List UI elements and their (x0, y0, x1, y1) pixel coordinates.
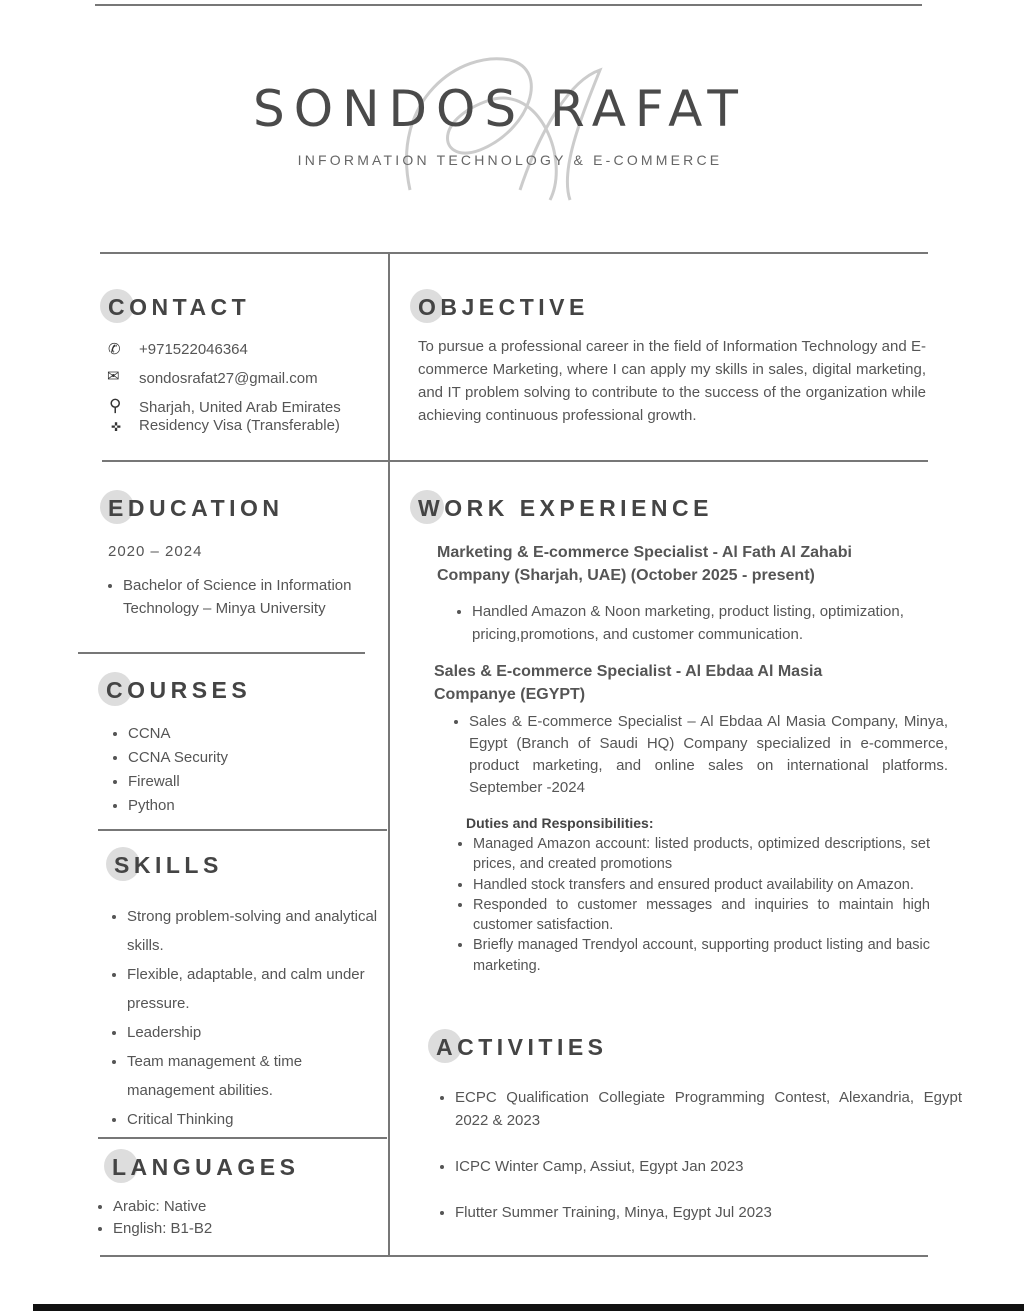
phone-icon: ✆ (108, 341, 121, 358)
top-rule (95, 4, 922, 6)
list-item: • ECPC Qualification Collegiate Programming Contest, Alexandria, Egypt 2022 & 2023 (455, 1086, 962, 1132)
contact-heading: CONTACT (108, 294, 251, 320)
list-item: • Flutter Summer Training, Minya, Egypt Jul 2023 (455, 1201, 962, 1224)
skills-list (109, 902, 379, 1134)
duties-heading: Duties and Responsibilities: (466, 815, 654, 831)
job1-title: Marketing & E-commerce Specialist - Al Fath Al Zahabi Company (Sharjah, UAE) (October 2025 - present) (437, 544, 852, 584)
job2-bullets: • Sales & E-commerce Specialist – Al Ebdaa Al Masia Company, Minya, Egypt (Branch of Saudi HQ) Company specialized in e-commerce, product marketing, and online sales on international platforms. September -2024 (451, 711, 948, 799)
activities-list (437, 1086, 962, 1224)
column-divider (388, 252, 390, 1256)
education-degree: • Bachelor of Science in Information Technology – Minya University (105, 574, 375, 620)
courses-heading: COURSES (106, 677, 252, 703)
divider (98, 1137, 387, 1139)
languages-list (100, 1196, 212, 1240)
list-item: • Firewall (128, 770, 228, 794)
job1-bullets: • Handled Amazon & Noon marketing, product listing, optimization, pricing,promotions, and customer communication. (454, 600, 934, 646)
list-item: • Strong problem-solving and analytical skills. (127, 902, 379, 960)
list-item: • Managed Amazon account: listed products, optimized descriptions, set prices, and created promotions (473, 834, 930, 875)
list-item: • Arabic: Native (113, 1196, 212, 1218)
list-item: • Python (128, 794, 228, 818)
skills-heading: SKILLS (114, 852, 223, 878)
list-item: • Leadership (127, 1018, 379, 1047)
contact-location: Sharjah, United Arab Emirates (139, 399, 341, 416)
list-item: • ICPC Winter Camp, Assiut, Egypt Jan 2023 (455, 1155, 962, 1178)
job2-title: Sales & E-commerce Specialist - Al Ebdaa Al Masia Companye (EGYPT) (434, 663, 823, 703)
contact-visa: Residency Visa (Transferable) (139, 417, 340, 434)
contact-phone: +971522046364 (139, 341, 248, 358)
work-experience-heading: WORK EXPERIENCE (418, 495, 713, 521)
languages-heading: LANGUAGES (112, 1154, 300, 1180)
list-item: • Critical Thinking (127, 1105, 379, 1134)
list-item: • English: B1-B2 (113, 1218, 212, 1240)
objective-heading: OBJECTIVE (418, 294, 589, 320)
email-icon: ✉ (107, 368, 120, 385)
education-years: 2020 – 2024 (108, 543, 203, 560)
visa-icon: ✜ (111, 420, 122, 434)
location-pin-icon: ⚲ (109, 396, 122, 415)
activities-heading: ACTIVITIES (436, 1034, 608, 1060)
courses-list (110, 722, 228, 818)
divider (98, 829, 387, 831)
divider (100, 1255, 928, 1257)
bottom-bar (33, 1304, 1024, 1311)
list-item: • CCNA (128, 722, 228, 746)
candidate-subtitle: INFORMATION TECHNOLOGY & E-COMMERCE (297, 152, 723, 168)
candidate-name: SONDOS RAFAT (253, 80, 747, 138)
duties-list (455, 834, 930, 976)
list-item: • CCNA Security (128, 746, 228, 770)
divider (100, 252, 928, 254)
list-item: • Team management & time management abilities. (127, 1047, 379, 1105)
divider (102, 460, 928, 462)
list-item: • Responded to customer messages and inquiries to maintain high customer satisfaction. (473, 895, 930, 936)
education-heading: EDUCATION (108, 495, 284, 521)
contact-email: sondosrafat27@gmail.com (139, 370, 318, 387)
divider (78, 652, 365, 654)
list-item: • Handled stock transfers and ensured product availability on Amazon. (473, 875, 930, 895)
objective-text: To pursue a professional career in the field of Information Technology and E-commerce Marketing, where I can apply my skills in sales, digital marketing, and IT problem solving to contribute to the success of the organization while achieving continuous professional growth. (418, 338, 926, 424)
list-item: • Briefly managed Trendyol account, supporting product listing and basic marketing. (473, 935, 930, 976)
list-item: • Flexible, adaptable, and calm under pressure. (127, 960, 379, 1018)
